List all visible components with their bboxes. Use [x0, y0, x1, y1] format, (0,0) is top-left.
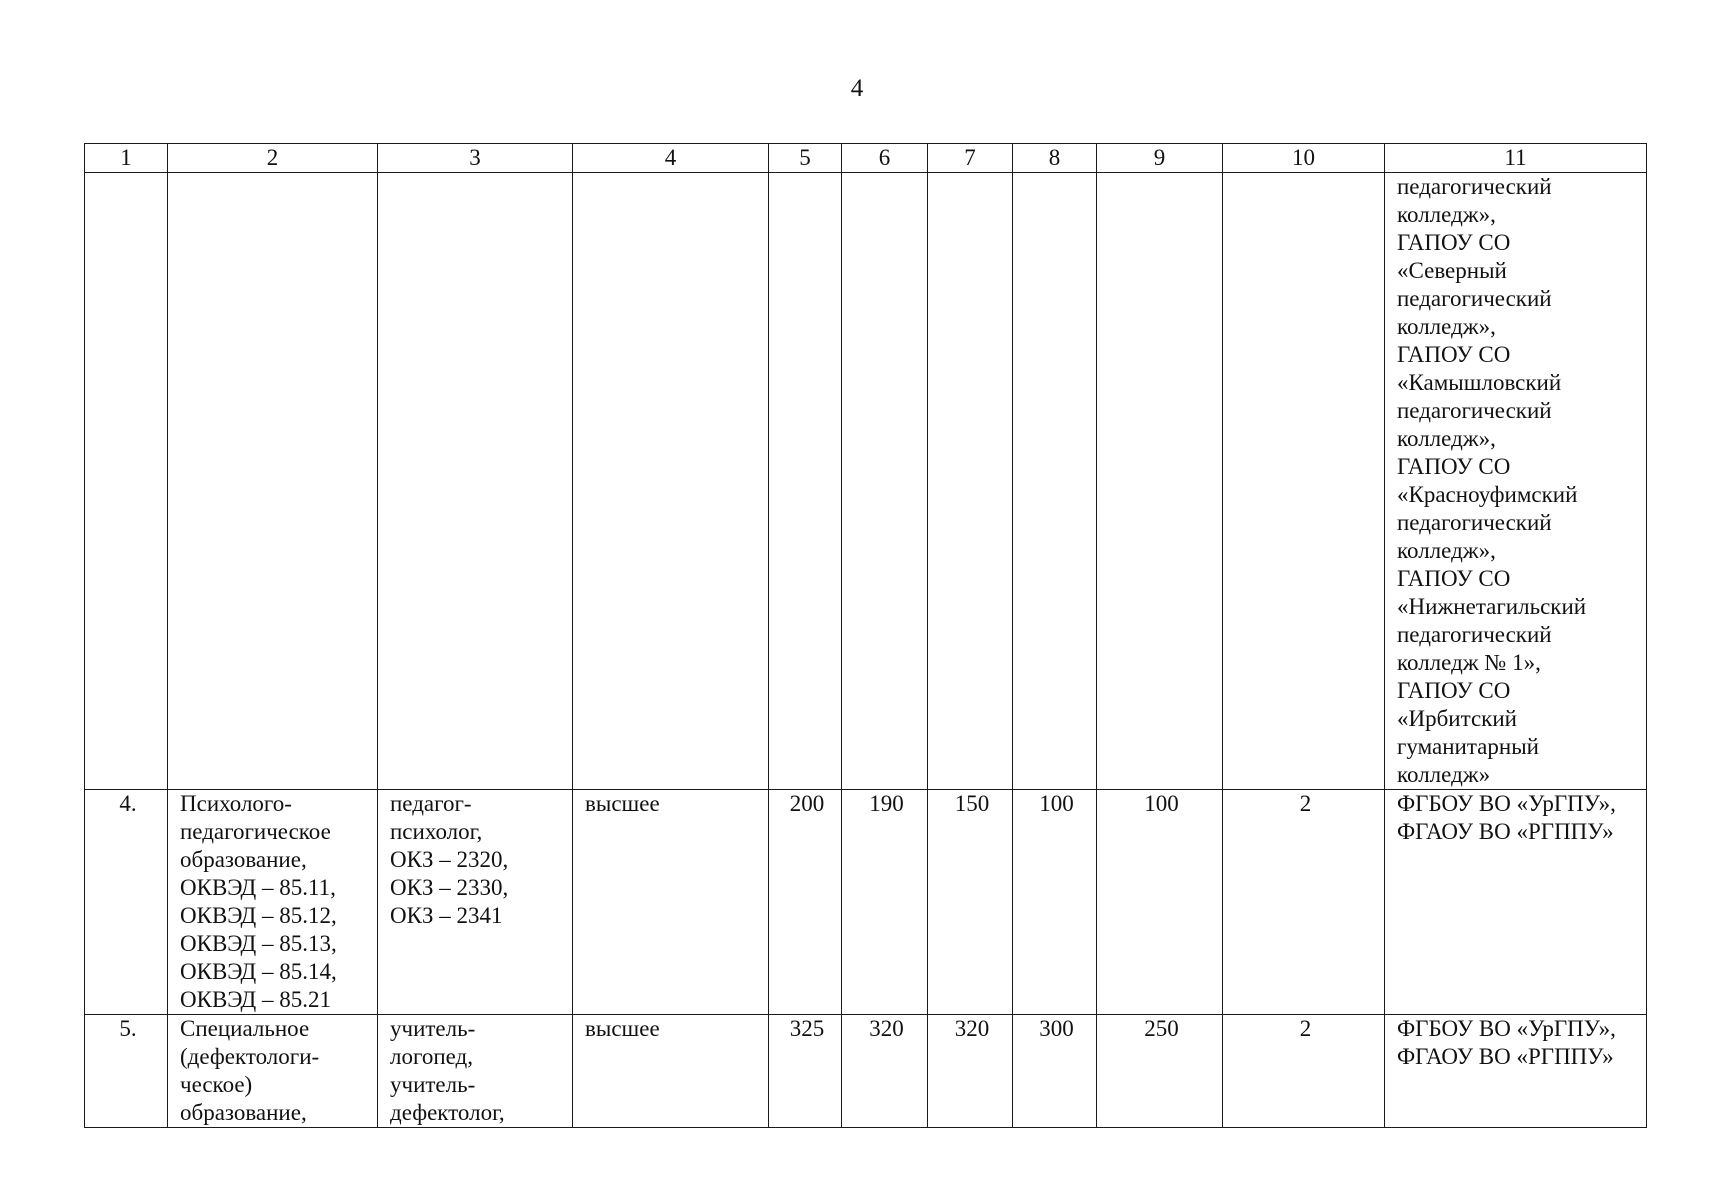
- table-row-continuation: [85, 173, 1647, 790]
- value-cell-10: 2: [1223, 1015, 1385, 1128]
- value-cell-6: 190: [842, 790, 928, 1015]
- column-header-1: 1: [85, 144, 168, 173]
- page-number: 4: [850, 75, 864, 102]
- value-cell-8: 100: [1013, 790, 1097, 1015]
- table-header: [85, 144, 1647, 173]
- column-header-8: 8: [1013, 144, 1097, 173]
- column-header-2: 2: [168, 144, 378, 173]
- row-number-cell: 5.: [85, 1015, 168, 1128]
- value-cell-8: [1013, 173, 1097, 790]
- table-body: [85, 173, 1647, 1128]
- profession-cell: учитель- логопед, учитель- дефектолог,: [378, 1015, 573, 1128]
- column-header-9: 9: [1097, 144, 1223, 173]
- value-cell-10: [1223, 173, 1385, 790]
- value-cell-9: [1097, 173, 1223, 790]
- table-row-4: [85, 790, 1647, 1015]
- value-cell-5: 325: [769, 1015, 842, 1128]
- table-row-5: [85, 1015, 1647, 1128]
- column-header-4: 4: [573, 144, 769, 173]
- education-level-cell: высшее: [573, 1015, 769, 1128]
- value-cell-6: [842, 173, 928, 790]
- value-cell-6: 320: [842, 1015, 928, 1128]
- profession-cell: [378, 173, 573, 790]
- institutions-cell: ФГБОУ ВО «УрГПУ», ФГАОУ ВО «РГППУ»: [1385, 1015, 1647, 1128]
- profession-cell: педагог- психолог, ОКЗ – 2320, ОКЗ – 2330, ОКЗ – 2341: [378, 790, 573, 1015]
- education-level-cell: высшее: [573, 790, 769, 1015]
- column-header-6: 6: [842, 144, 928, 173]
- value-cell-5: [769, 173, 842, 790]
- institutions-cell: педагогический колледж», ГАПОУ СО «Северный педагогический колледж», ГАПОУ СО «Камышловский педагогический колледж», ГАПОУ СО «Красноуфимский педагогический колледж», ГАПОУ СО «Нижнетагильский педагогический колледж № 1», ГАПОУ СО «Ирбитский гуманитарный колледж»: [1385, 173, 1647, 790]
- value-cell-7: 150: [928, 790, 1013, 1015]
- direction-cell: Психолого- педагогическое образование, ОКВЭД – 85.11, ОКВЭД – 85.12, ОКВЭД – 85.13, ОКВЭД – 85.14, ОКВЭД – 85.21: [168, 790, 378, 1015]
- column-header-11: 11: [1385, 144, 1647, 173]
- row-number-cell: [85, 173, 168, 790]
- column-header-5: 5: [769, 144, 842, 173]
- education-level-cell: [573, 173, 769, 790]
- value-cell-7: 320: [928, 1015, 1013, 1128]
- value-cell-7: [928, 173, 1013, 790]
- value-cell-5: 200: [769, 790, 842, 1015]
- column-header-10: 10: [1223, 144, 1385, 173]
- institutions-cell: ФГБОУ ВО «УрГПУ», ФГАОУ ВО «РГППУ»: [1385, 790, 1647, 1015]
- direction-cell: Специальное (дефектологи- ческое) образование,: [168, 1015, 378, 1128]
- value-cell-9: 250: [1097, 1015, 1223, 1128]
- value-cell-10: 2: [1223, 790, 1385, 1015]
- direction-cell: [168, 173, 378, 790]
- data-table: [84, 143, 1647, 1128]
- value-cell-9: 100: [1097, 790, 1223, 1015]
- column-header-7: 7: [928, 144, 1013, 173]
- value-cell-8: 300: [1013, 1015, 1097, 1128]
- row-number-cell: 4.: [85, 790, 168, 1015]
- header-row: [85, 144, 1647, 173]
- column-header-3: 3: [378, 144, 573, 173]
